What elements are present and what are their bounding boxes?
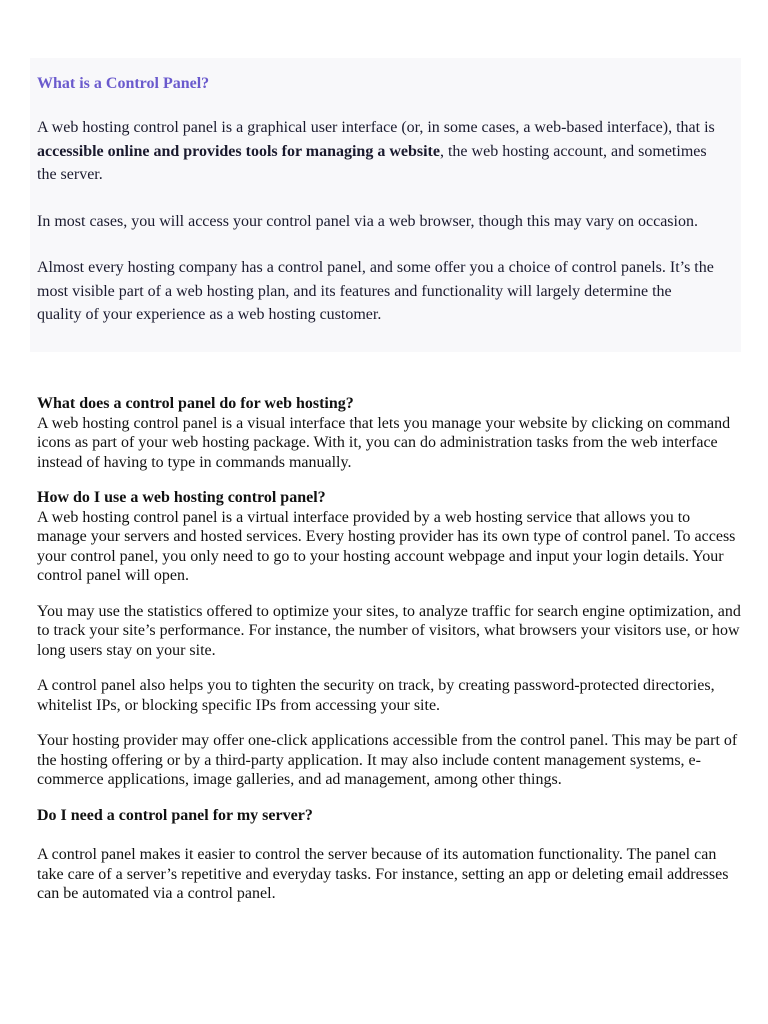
intro-title: What is a Control Panel? — [37, 75, 210, 92]
intro-paragraph-3: Almost every hosting company has a control panel, and some offer you a choice of control panels. It’s the most visible part of a web hosting plan, and its features and functionality will largely determine the quality of your experience as a web hosting customer. — [37, 259, 714, 323]
section-3-paragraph-1: A control panel makes it easier to control the server because of its automation functionality. The panel can take care of a server’s repetitive and everyday tasks. For instance, setting an app or deleting email addresses can be automated via a control panel. — [37, 846, 729, 902]
section-2-paragraph-3: A control panel also helps you to tighten the security on track, by creating password-protected directories, whitelist IPs, or blocking specific IPs from accessing your site. — [37, 677, 715, 714]
article-body — [37, 394, 743, 920]
section-1-paragraph-1: A web hosting control panel is a visual interface that lets you manage your website by clicking on command icons as part of your web hosting package. With it, you can do administration tasks from the web interface instead of having to type in commands manually. — [37, 414, 731, 471]
intro-p1-text-a: A web hosting control panel is a graphical user interface (or, in some cases, a web-based interface), that is — [37, 119, 715, 136]
intro-paragraph-1 — [37, 116, 717, 187]
section-heading-what-does: What does a control panel do for web hosting? — [37, 395, 354, 412]
section-heading-do-i-need: Do I need a control panel for my server? — [37, 806, 313, 824]
intro-callout-box — [30, 58, 741, 352]
intro-paragraph-2: In most cases, you will access your control panel via a web browser, though this may vary on occasion. — [37, 212, 698, 230]
section-heading-how-do-i-use: How do I use a web hosting control panel? — [37, 489, 326, 506]
section-2-paragraph-2: You may use the statistics offered to optimize your sites, to analyze traffic for search engine optimization, and to track your site’s performance. For instance, the number of visitors, what browsers your visitors use, or how long users stay on your site. — [37, 602, 741, 659]
intro-p1-text-b: , the web hosting account, and sometimes the server. — [37, 142, 707, 183]
section-2-paragraph-4: Your hosting provider may offer one-click applications accessible from the control panel. This may be part of the hosting offering or by a third-party application. It may also include content management systems, e-commerce applications, image galleries, and ad management, among other things. — [37, 732, 738, 788]
section-2-paragraph-1: A web hosting control panel is a virtual interface provided by a web hosting service that allows you to manage your servers and hosted services. Every hosting provider has its own type of control panel. To access your control panel, you only need to go to your hosting account webpage and input your login details. Your control panel will open. — [37, 508, 736, 584]
intro-p1-bold: accessible online and provides tools for managing a website — [37, 142, 440, 160]
